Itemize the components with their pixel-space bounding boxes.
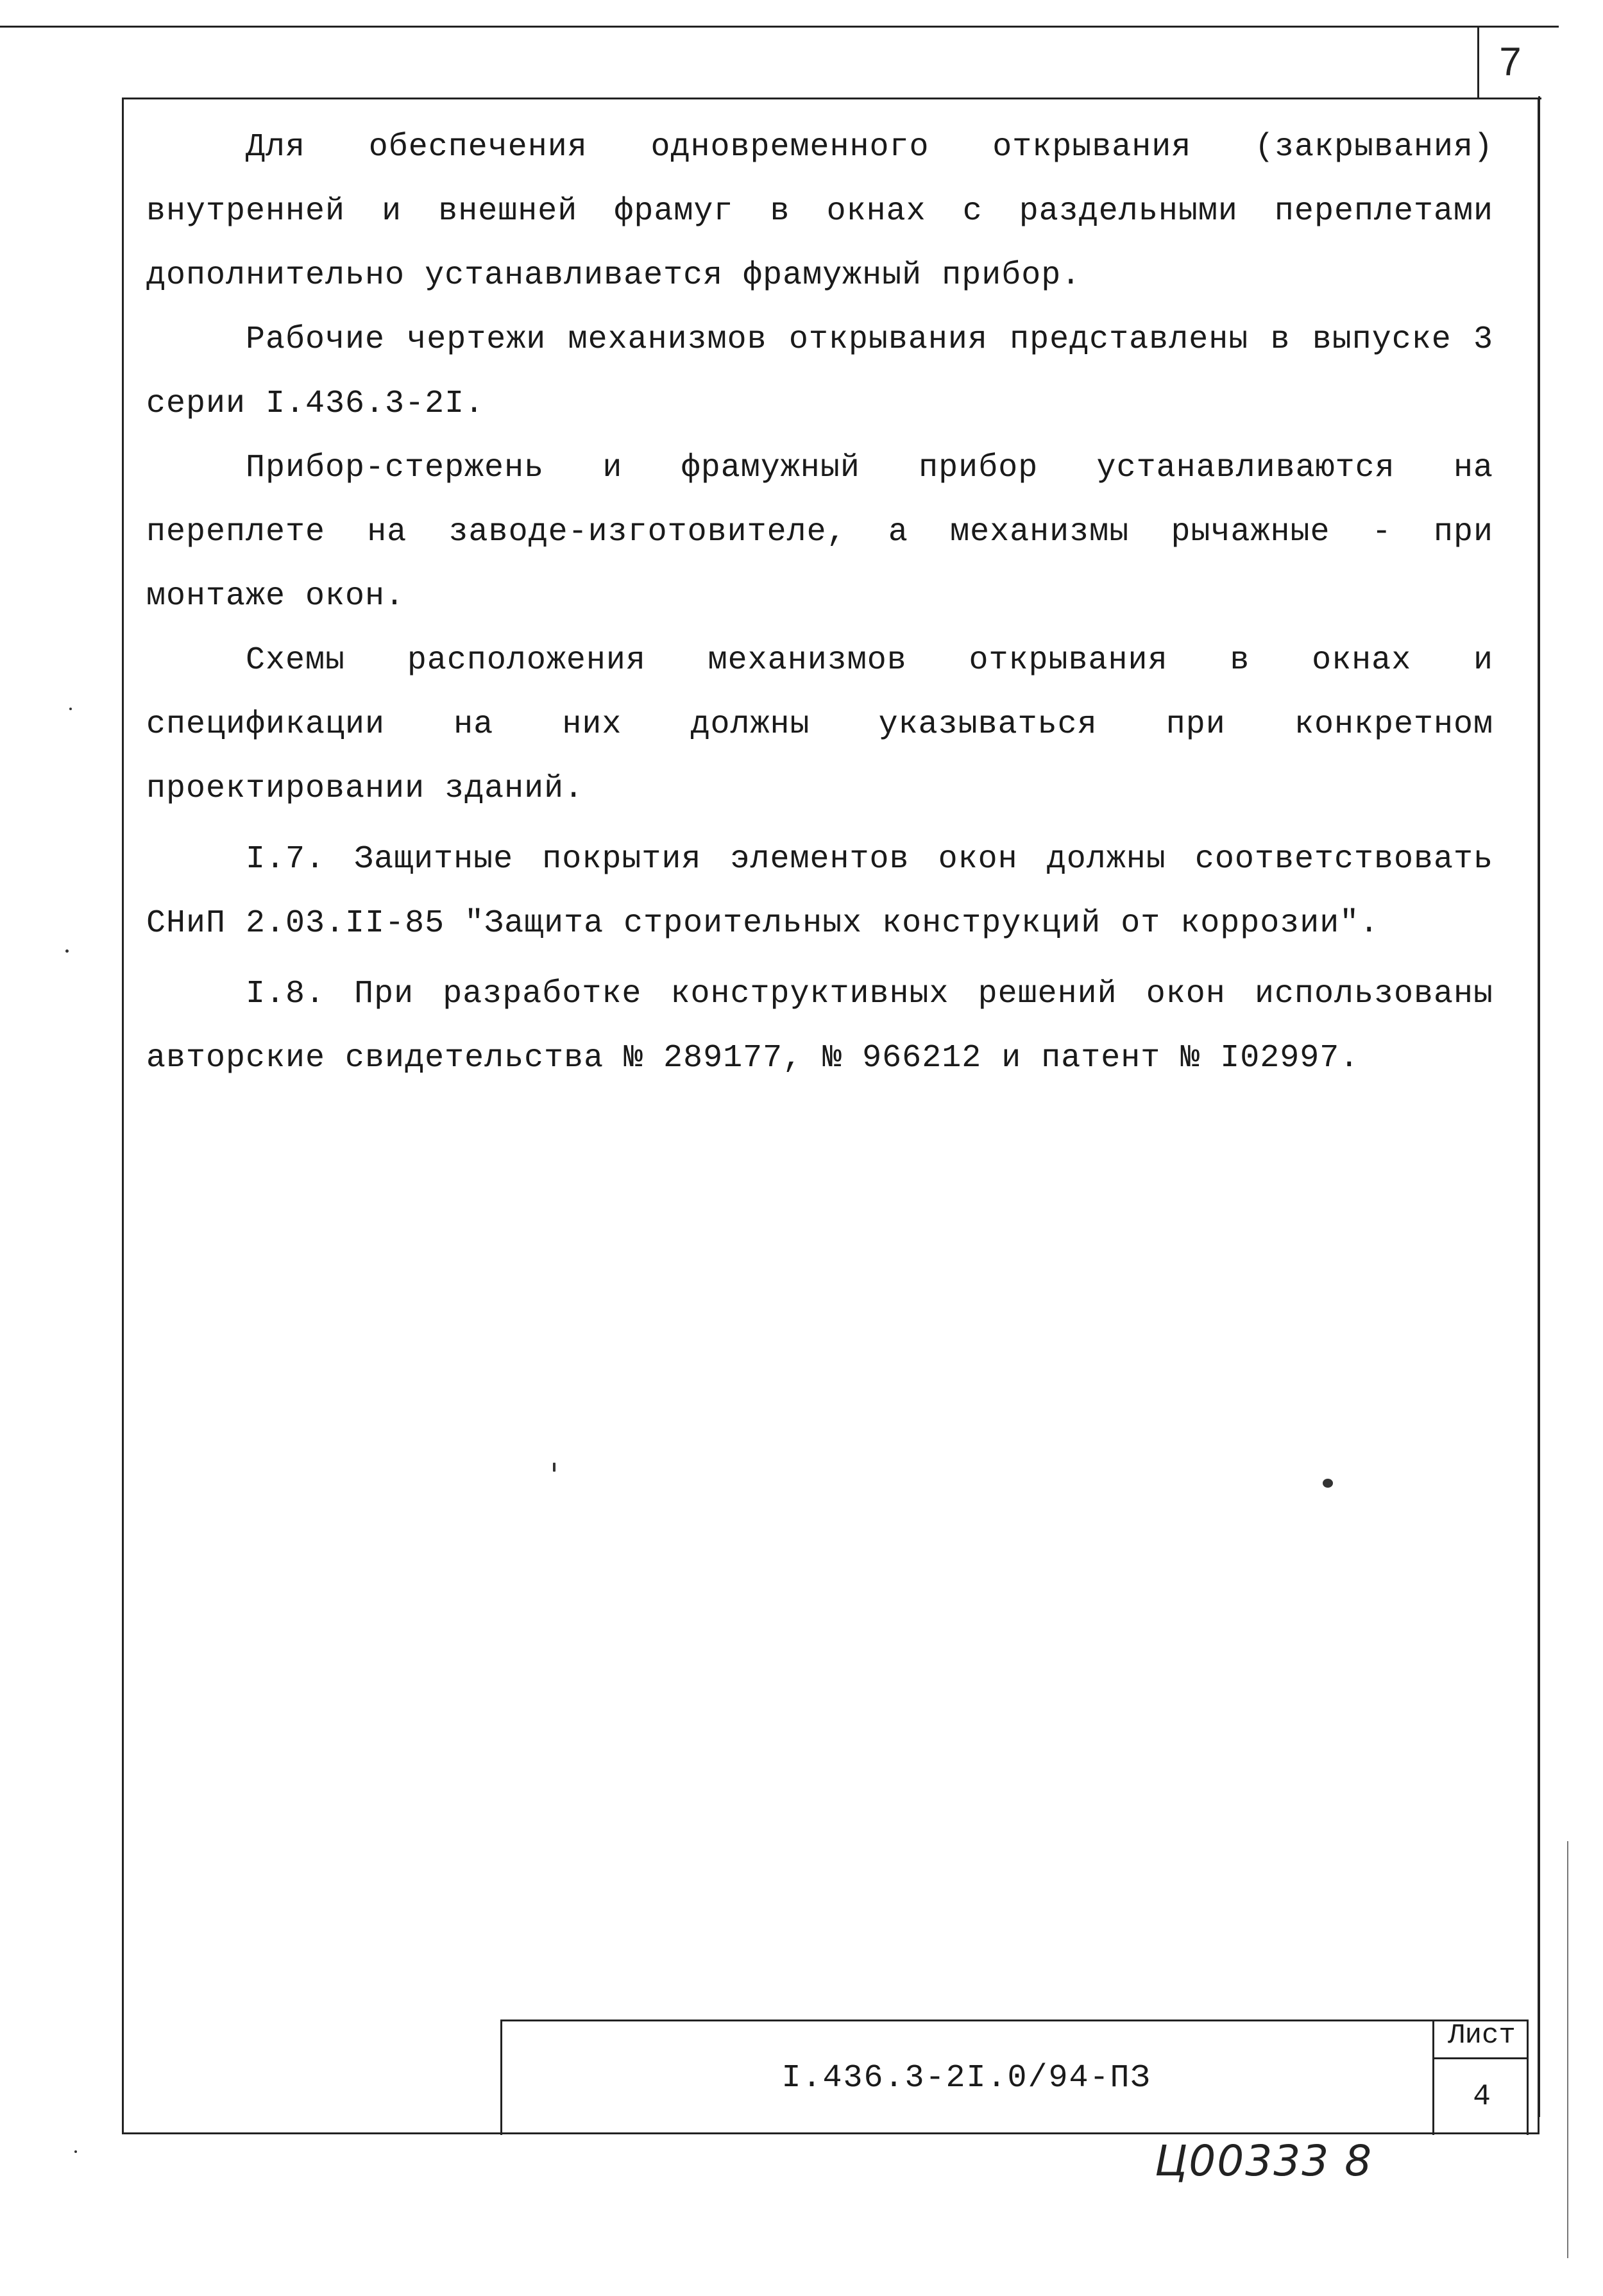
top-rule: [0, 26, 1559, 28]
paragraph-4: Схемы расположения механизмов открывания в окнах и спецификации на них должны указываться при конкретном проектировании зданий.: [146, 642, 1493, 807]
page-number: 7: [1477, 26, 1541, 99]
paragraph-1-8: I.8. При разработке конструктивных решений окон использованы авторские свидетельства № 289177, № 966212 и патент № I02997.: [146, 976, 1493, 1076]
paragraph-1: Для обеспечения одновременного открывания (закрывания) внутренней и внешней фрамуг в окнах с раздельными переплетами дополнительно устанавливается фрамужный прибор.: [146, 129, 1493, 294]
scan-speck: [1323, 1479, 1333, 1488]
scan-speck: [65, 949, 69, 953]
paragraph-1-7: I.7. Защитные покрытия элементов окон должны соответствовать СНиП 2.03.II-85 "Защита строительных конструкций от коррозии".: [146, 841, 1493, 942]
paragraph-3: Прибор-стержень и фрамужный прибор устанавливаются на переплете на заводе-изготовителе, а механизмы рычажные - при монтаже окон.: [146, 450, 1493, 615]
sheet-label: Лист: [1448, 2020, 1516, 2052]
body-text: [146, 115, 1493, 1091]
scan-speck: [74, 2150, 77, 2153]
document-code: I.436.3-2I.0/94-ПЗ: [781, 2059, 1151, 2096]
scan-speck: [69, 708, 72, 710]
margin-rule: [1567, 1841, 1568, 2258]
sheet-number: 4: [1473, 2079, 1491, 2113]
scan-speck: [553, 1463, 556, 1472]
paragraph-2: Рабочие чертежи механизмов открывания представлены в выпуске 3 серии I.436.3-2I.: [146, 321, 1493, 422]
archive-code: Ц00333 8: [1155, 2136, 1373, 2186]
